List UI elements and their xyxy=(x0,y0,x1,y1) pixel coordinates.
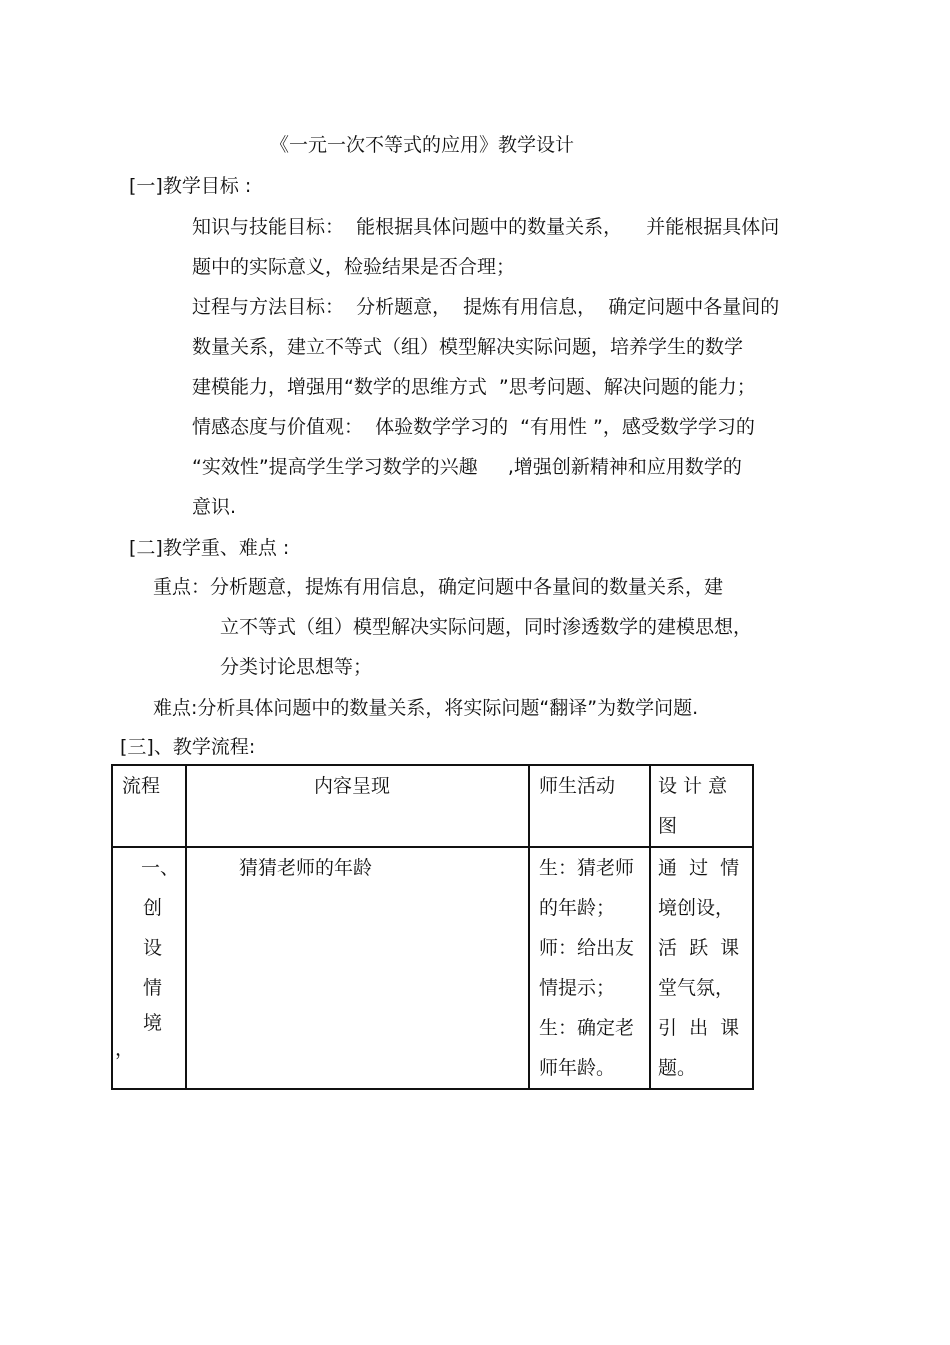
row-activity-cell: 生：猜老师 的年龄； 师：给出友 情提示； 生：确定老 师年龄。 xyxy=(529,847,650,1089)
header-activity: 师生活动 xyxy=(529,765,650,847)
row-flow-cell: 一、 创 设 情 境 ， xyxy=(112,847,186,1089)
document-title: 《一元一次不等式的应用》教学设计 xyxy=(270,134,575,156)
key-point-line: 分类讨论思想等； xyxy=(220,656,373,678)
table-row xyxy=(112,847,753,1089)
difficulty-line: 难点:分析具体问题中的数量关系，将实际问题“翻译”为数学问题. xyxy=(153,697,699,719)
objective-line: 情感态度与价值观： 体验数学学习的 “有用性 ”，感受数学学习的 xyxy=(192,416,755,438)
table-header-row xyxy=(112,765,753,847)
key-point-line: 立不等式（组）模型解决实际问题，同时渗透数学的建模思想， xyxy=(220,616,753,638)
key-point-line: 重点：分析题意，提炼有用信息，确定问题中各量间的数量关系，建 xyxy=(153,576,724,598)
row-content-cell: 猜猜老师的年龄 xyxy=(186,847,529,1089)
header-content: 内容呈现 xyxy=(186,765,529,847)
section1-heading: [一]教学目标 : xyxy=(129,175,252,197)
objective-line: 建模能力，增强用“数学的思维方式 ”思考问题、解决问题的能力； xyxy=(192,376,756,398)
teaching-flow-table xyxy=(111,764,754,1090)
objective-line: 数量关系，建立不等式（组）模型解决实际问题，培养学生的数学 xyxy=(192,336,744,358)
objective-line: “实效性”提高学生学习数学的兴趣 ,增强创新精神和应用数学的 xyxy=(192,456,742,478)
section2-heading: [二]教学重、难点 : xyxy=(129,537,290,559)
section3-heading: [三]、教学流程: xyxy=(120,736,256,758)
objective-line: 知识与技能目标： 能根据具体问题中的数量关系， 并能根据具体问 xyxy=(192,216,780,238)
header-flow: 流程 xyxy=(112,765,186,847)
row-intent-cell: 通 过 情 境创设， 活 跃 课 堂气氛， 引 出 课 题。 xyxy=(650,847,753,1089)
objective-line: 题中的实际意义，检验结果是否合理； xyxy=(192,256,516,278)
objective-line: 意识. xyxy=(192,496,237,518)
header-intent: 设 计 意 图 xyxy=(650,765,753,847)
objective-line: 过程与方法目标： 分析题意， 提炼有用信息， 确定问题中各量间的 xyxy=(192,296,780,318)
